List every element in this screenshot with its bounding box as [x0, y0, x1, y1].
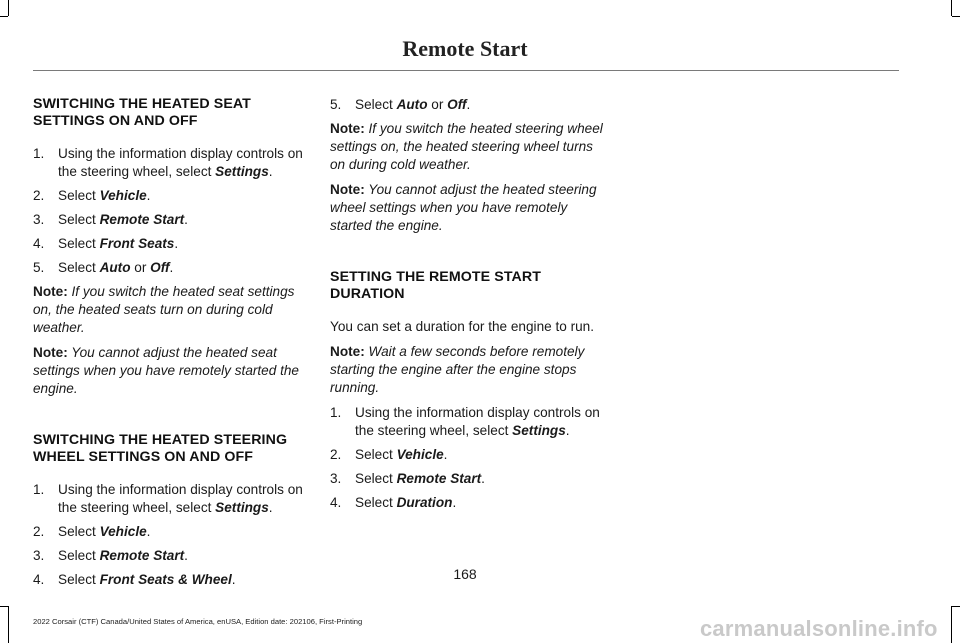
list-item: 2. Select Vehicle.: [330, 447, 448, 462]
header-divider: [33, 70, 899, 71]
list-item: 3. Select Remote Start.: [330, 471, 485, 486]
note: Note: If you switch the heated seat settings on, the heated seats turn on during cold weather.: [33, 284, 295, 335]
section-heading-heated-steering: SWITCHING THE HEATED STEERING WHEEL SETTINGS ON AND OFF: [33, 432, 288, 465]
list-item: 2. Select Vehicle.: [33, 188, 151, 203]
edition-footer: 2022 Corsair (CTF) Canada/United States of America, enUSA, Edition date: 202106, First-Printing: [33, 617, 363, 626]
crop-mark-top-left-h: [0, 16, 8, 17]
page-number: 168: [453, 566, 477, 582]
list-item: 2. Select Vehicle.: [33, 524, 151, 539]
page-header-title: Remote Start: [402, 36, 528, 61]
list-item: 4. Select Front Seats.: [33, 236, 179, 251]
crop-mark-top-right-v: [951, 0, 952, 16]
list-item: 4. Select Front Seats & Wheel.: [33, 572, 236, 587]
list-item: 5. Select Auto or Off.: [330, 97, 471, 112]
crop-mark-bottom-left-v: [8, 606, 9, 643]
crop-mark-bottom-right-v: [951, 606, 952, 643]
section-heading-remote-start-duration: SETTING THE REMOTE START DURATION: [330, 269, 542, 302]
note: Note: Wait a few seconds before remotely starting the engine after the engine stops running.: [330, 344, 585, 395]
note: Note: If you switch the heated steering wheel settings on, the heated steering wheel turns on during cold weather.: [330, 121, 603, 172]
middle-column: [330, 96, 606, 518]
crop-mark-bottom-left-h: [0, 606, 8, 607]
list-item: 4. Select Duration.: [330, 495, 457, 510]
watermark: carmanualsonline.info: [700, 616, 938, 641]
crop-mark-bottom-right-h: [952, 606, 960, 607]
list-item: 3. Select Remote Start.: [33, 212, 188, 227]
list-item: 1. Using the information display controls on the steering wheel, select Settings.: [33, 146, 303, 179]
left-column: [33, 96, 309, 595]
list-item: 5. Select Auto or Off.: [33, 260, 174, 275]
list-item: 1. Using the information display controls on the steering wheel, select Settings.: [33, 482, 303, 515]
crop-mark-top-left-v: [8, 0, 9, 16]
list-item: 1. Using the information display controls on the steering wheel, select Settings.: [330, 405, 600, 438]
note: Note: You cannot adjust the heated steering wheel settings when you have remotely started the engine.: [330, 182, 597, 233]
note: Note: You cannot adjust the heated seat settings when you have remotely started the engine.: [33, 345, 299, 396]
crop-mark-top-right-h: [952, 16, 960, 17]
list-item: 3. Select Remote Start.: [33, 548, 188, 563]
section-heading-heated-seat: SWITCHING THE HEATED SEAT SETTINGS ON AND OFF: [33, 96, 251, 129]
paragraph: You can set a duration for the engine to run.: [330, 319, 595, 334]
